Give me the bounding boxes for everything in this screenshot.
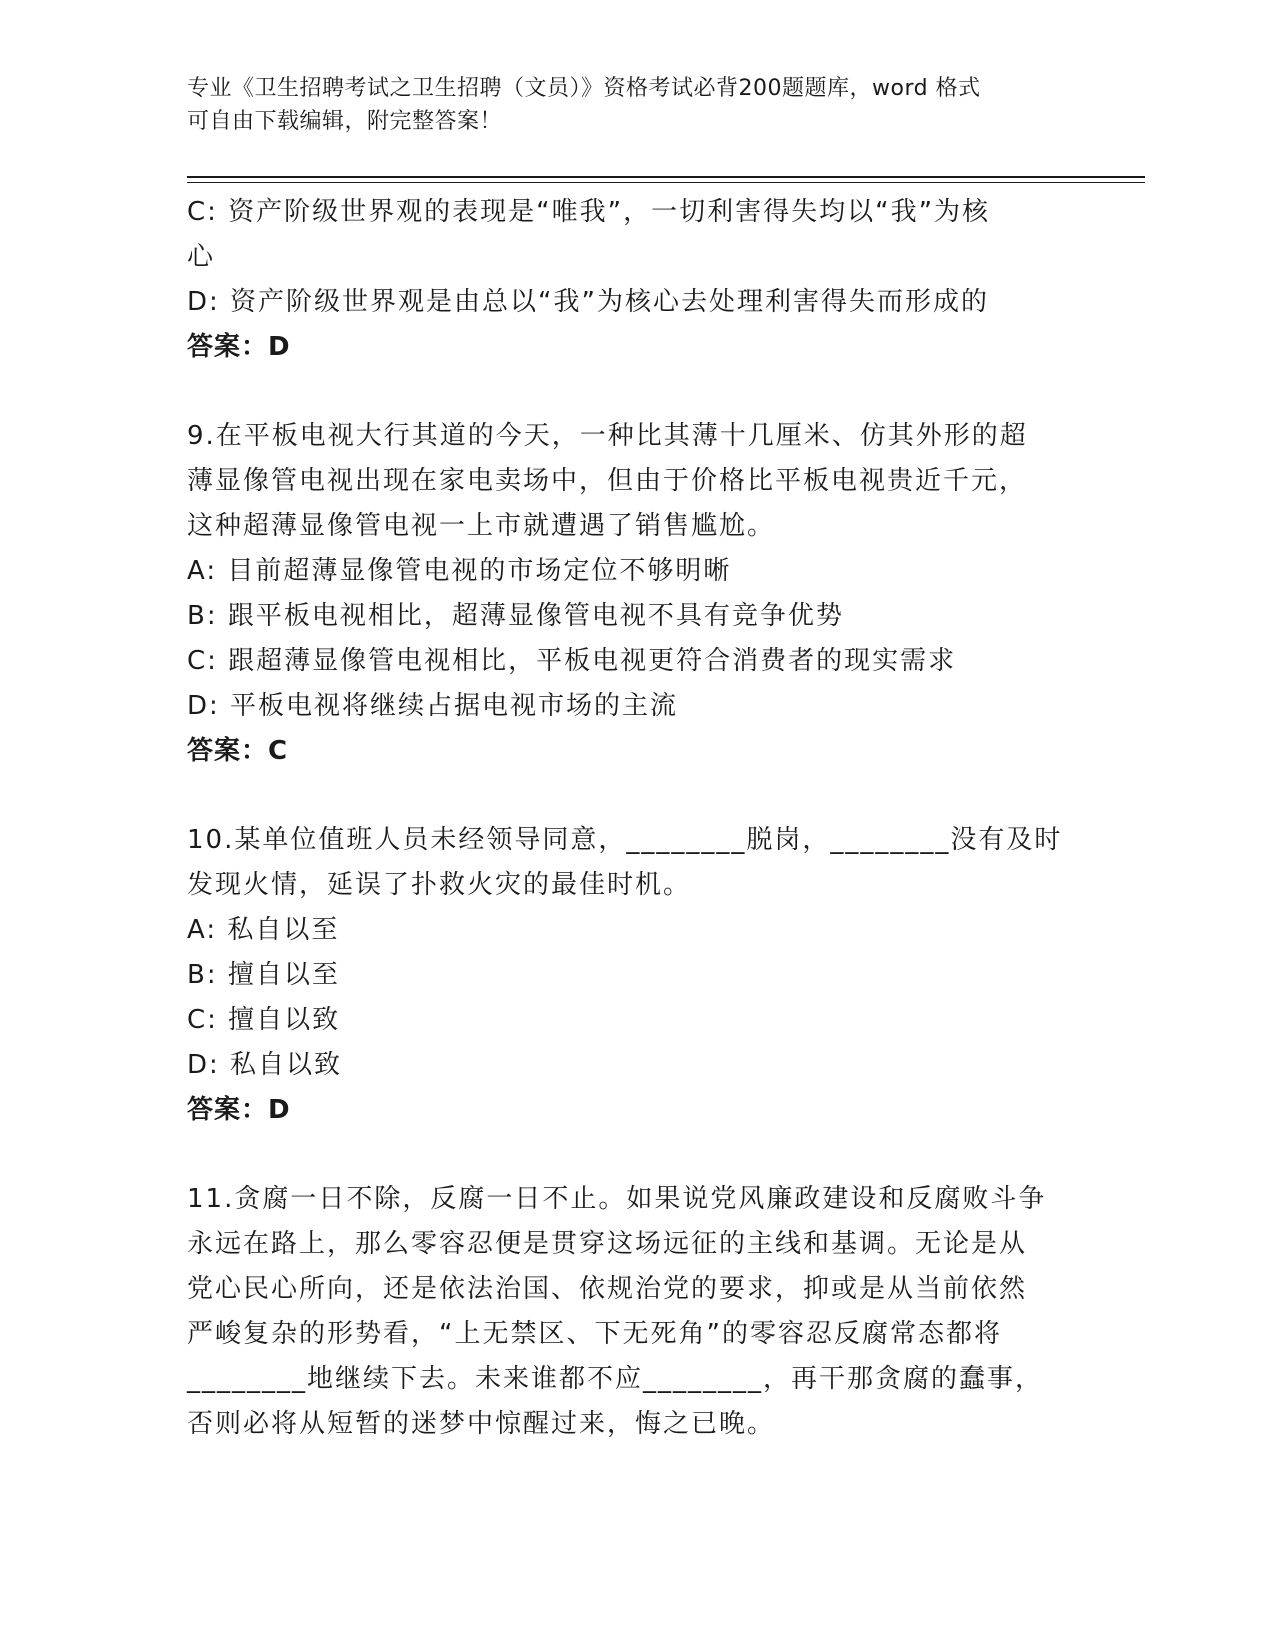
question-9 bbox=[187, 414, 1067, 774]
option-c-line-1: C: 资产阶级世界观的表现是“唯我”，一切利害得失均以“我”为核 bbox=[187, 197, 991, 227]
option-a: A: 私自以至 bbox=[187, 915, 340, 945]
question-stem-line: 永远在路上，那么零容忍便是贯穿这场远征的主线和基调。无论是从 bbox=[187, 1229, 1028, 1259]
document-body bbox=[187, 190, 1067, 1447]
option-d: D: 资产阶级世界观是由总以“我”为核心去处理利害得失而形成的 bbox=[187, 287, 989, 317]
question-stem-line: ________地继续下去。未来谁都不应________，再干那贪腐的蠢事， bbox=[187, 1364, 1044, 1394]
answer: 答案：D bbox=[187, 332, 291, 362]
question-stem-line: 11.贪腐一日不除，反腐一日不止。如果说党风廉政建设和反腐败斗争 bbox=[187, 1184, 1047, 1214]
header-divider-thin bbox=[187, 182, 1145, 183]
option-b: B: 跟平板电视相比，超薄显像管电视不具有竞争优势 bbox=[187, 601, 844, 631]
header-line-2: 可自由下载编辑，附完整答案！ bbox=[187, 109, 503, 134]
question-stem-line: 薄显像管电视出现在家电卖场中，但由于价格比平板电视贵近千元， bbox=[187, 466, 1028, 496]
question-stem-line: 这种超薄显像管电视一上市就遭遇了销售尴尬。 bbox=[187, 511, 776, 541]
question-stem-line: 发现火情，延误了扑救火灾的最佳时机。 bbox=[187, 870, 692, 900]
page-header bbox=[187, 72, 1067, 138]
question-stem-line: 10.某单位值班人员未经领导同意，________脱岗，________没有及时 bbox=[187, 825, 1063, 855]
question-stem-line: 严峻复杂的形势看，“上无禁区、下无死角”的零容忍反腐常态都将 bbox=[187, 1319, 1002, 1349]
question-stem-line: 9.在平板电视大行其道的今天，一种比其薄十几厘米、仿其外形的超 bbox=[187, 421, 1028, 451]
option-d: D: 私自以致 bbox=[187, 1050, 343, 1080]
option-c: C: 跟超薄显像管电视相比，平板电视更符合消费者的现实需求 bbox=[187, 646, 957, 676]
answer: 答案：D bbox=[187, 1095, 291, 1125]
question-stem-line: 党心民心所向，还是依法治国、依规治党的要求，抑或是从当前依然 bbox=[187, 1274, 1028, 1304]
option-c-line-2: 心 bbox=[187, 242, 216, 272]
option-a: A: 目前超薄显像管电视的市场定位不够明晰 bbox=[187, 556, 732, 586]
question-8-continued bbox=[187, 190, 1067, 370]
answer: 答案：C bbox=[187, 736, 289, 766]
header-divider-thick bbox=[187, 176, 1145, 178]
header-line-1: 专业《卫生招聘考试之卫生招聘（文员）》资格考试必背200题题库，word 格式 bbox=[187, 76, 981, 101]
question-11 bbox=[187, 1177, 1067, 1447]
option-c: C: 擅自以致 bbox=[187, 1005, 341, 1035]
question-stem-line: 否则必将从短暂的迷梦中惊醒过来，悔之已晚。 bbox=[187, 1409, 776, 1439]
option-d: D: 平板电视将继续占据电视市场的主流 bbox=[187, 691, 679, 721]
question-10 bbox=[187, 818, 1067, 1133]
option-b: B: 擅自以至 bbox=[187, 960, 340, 990]
